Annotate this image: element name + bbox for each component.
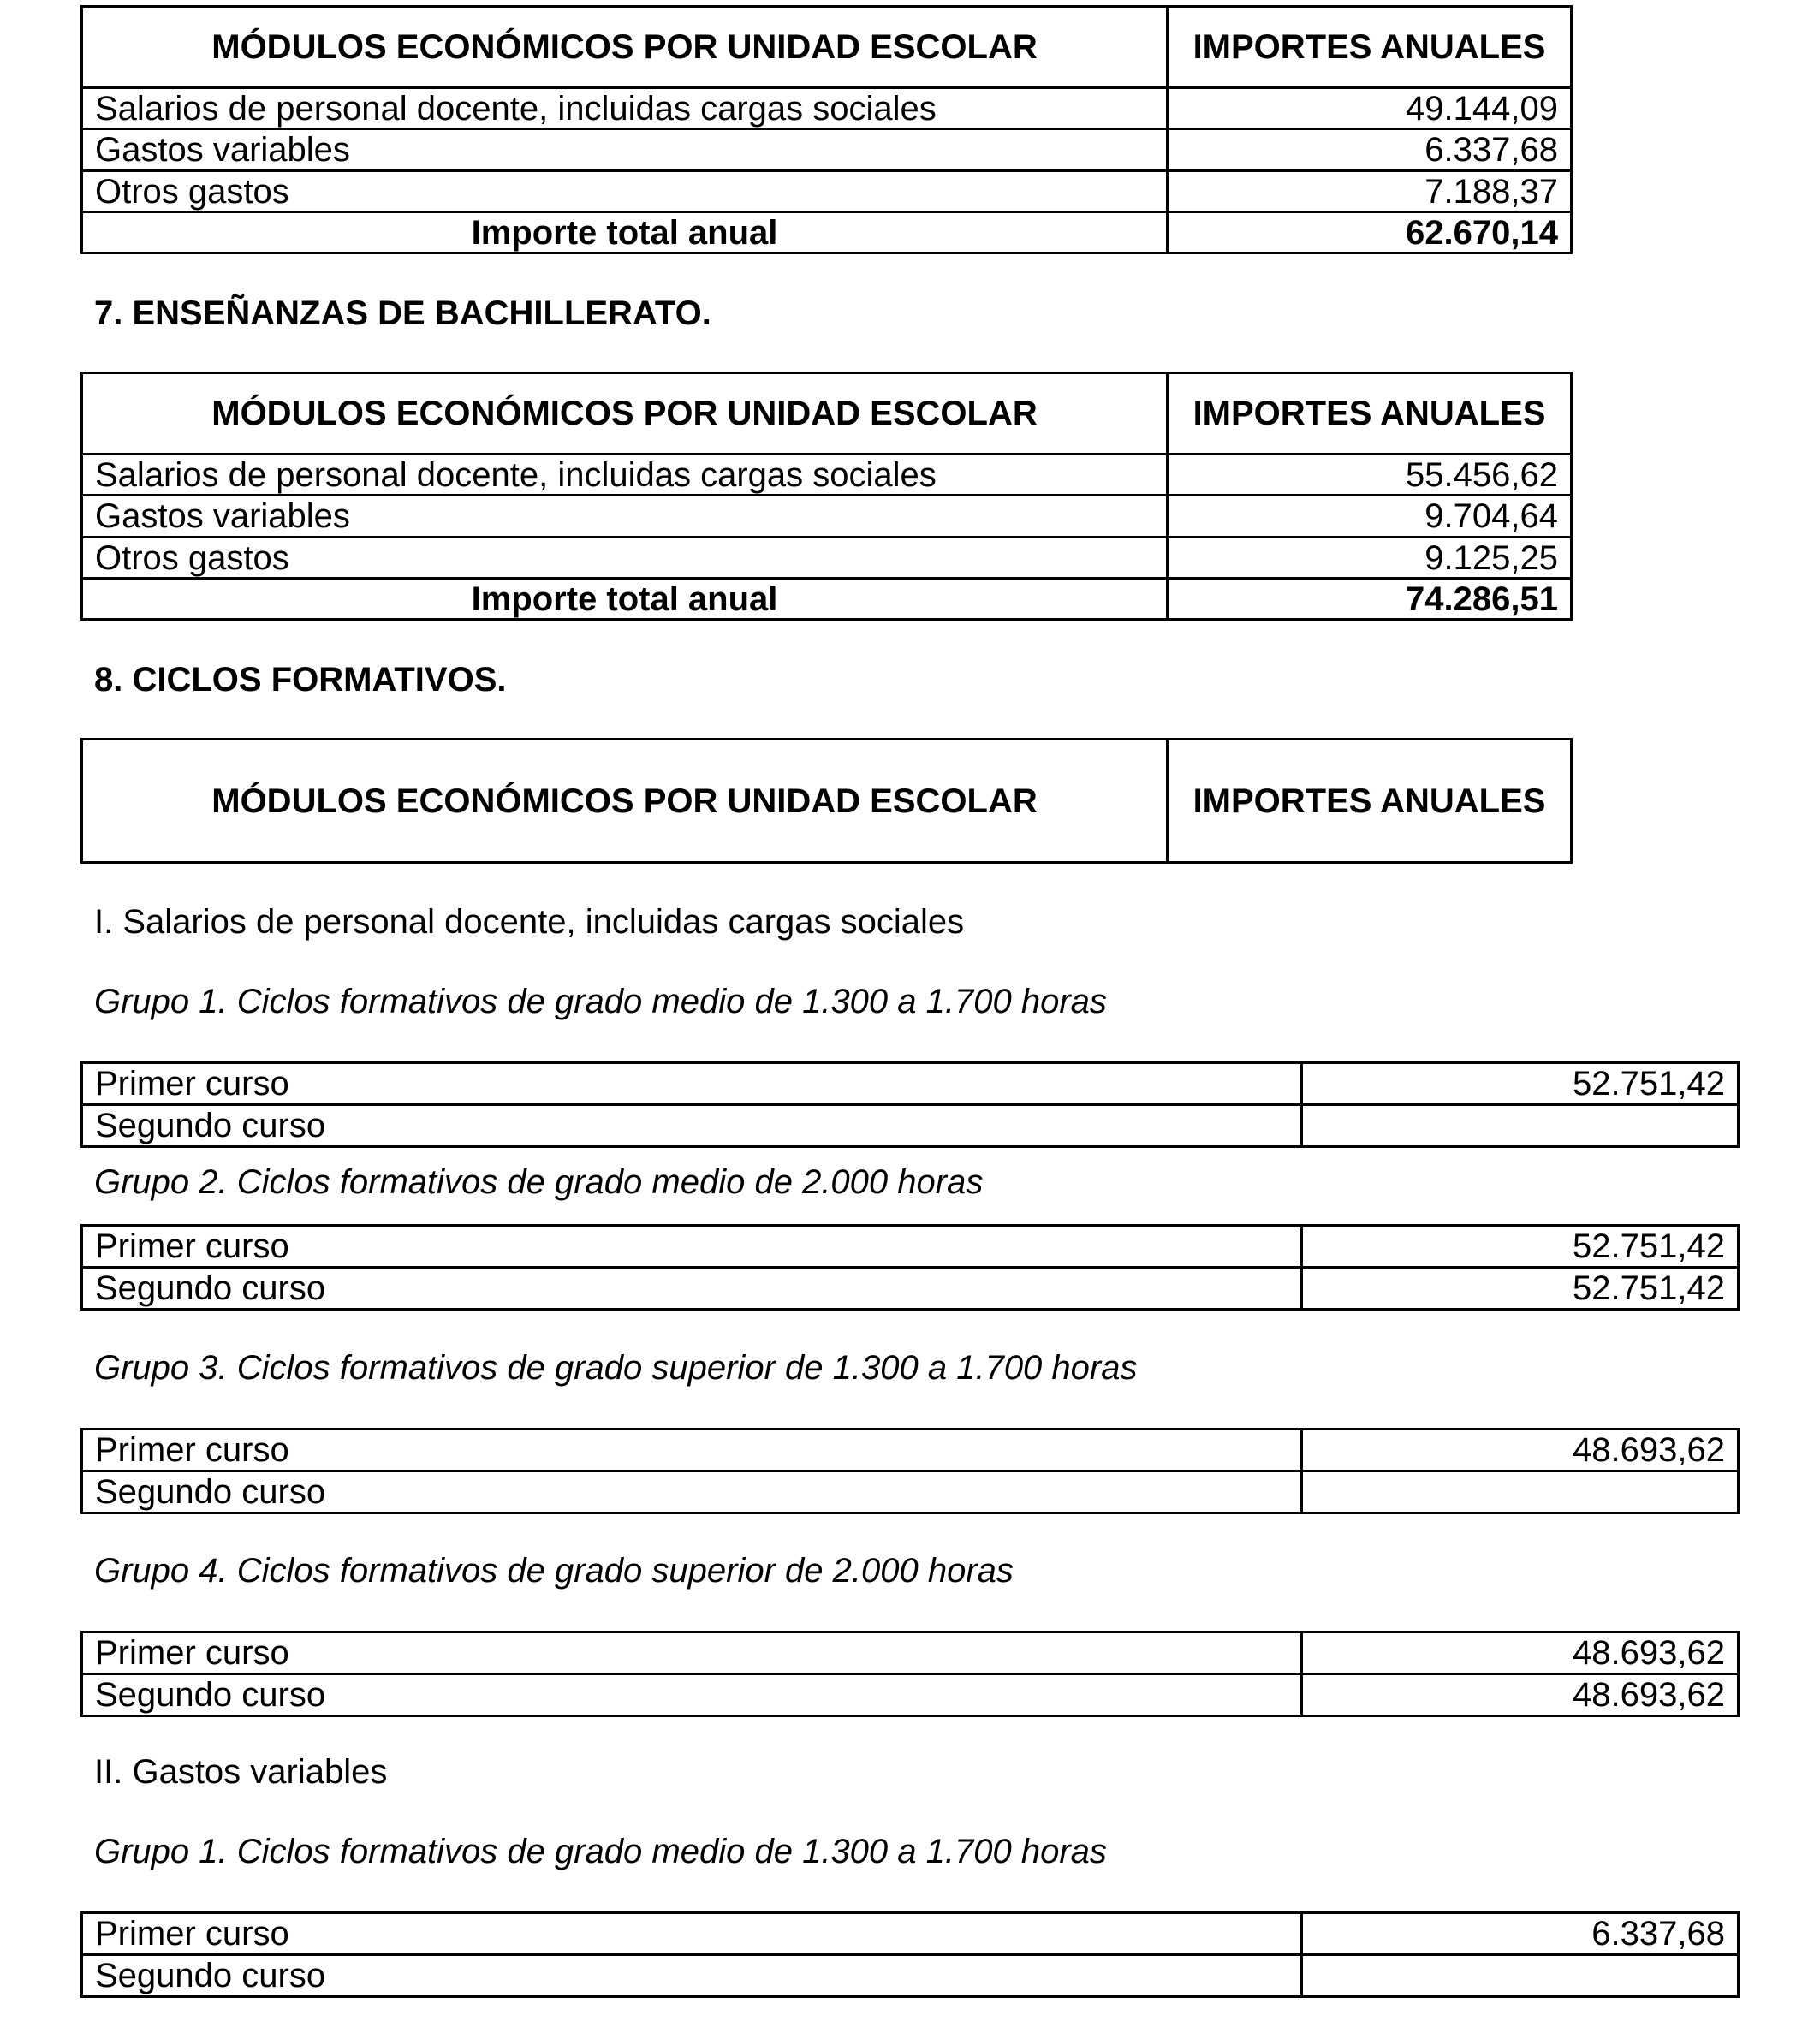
table-row bbox=[82, 129, 1572, 171]
table-header-row bbox=[82, 7, 1572, 88]
total-value: 74.286,51 bbox=[1168, 579, 1572, 620]
table-row bbox=[82, 171, 1572, 212]
modules-table-2 bbox=[80, 372, 1573, 621]
group-table bbox=[80, 1631, 1740, 1717]
row-value bbox=[1302, 1955, 1739, 1997]
modules-table-3 bbox=[80, 738, 1573, 864]
row-value: 55.456,62 bbox=[1168, 455, 1572, 496]
row-value: 6.337,68 bbox=[1302, 1913, 1739, 1955]
row-label: Primer curso bbox=[82, 1913, 1302, 1955]
header-amounts: IMPORTES ANUALES bbox=[1168, 740, 1572, 863]
group-table bbox=[80, 1224, 1740, 1311]
row-value: 9.125,25 bbox=[1168, 538, 1572, 579]
header-amounts: IMPORTES ANUALES bbox=[1168, 373, 1572, 455]
table-row bbox=[82, 1430, 1739, 1471]
row-label: Gastos variables bbox=[82, 129, 1168, 171]
header-amounts: IMPORTES ANUALES bbox=[1168, 7, 1572, 88]
table-row bbox=[82, 1632, 1739, 1674]
table-row bbox=[82, 455, 1572, 496]
row-value: 52.751,42 bbox=[1302, 1063, 1739, 1105]
group-title: Grupo 3. Ciclos formativos de grado superior de 1.300 a 1.700 horas bbox=[94, 1349, 1138, 1387]
table-header-row bbox=[82, 740, 1572, 863]
row-value bbox=[1302, 1471, 1739, 1513]
row-label: Primer curso bbox=[82, 1430, 1302, 1471]
group-title: Grupo 2. Ciclos formativos de grado medio de 2.000 horas bbox=[94, 1163, 984, 1201]
table-row bbox=[82, 496, 1572, 538]
row-value: 7.188,37 bbox=[1168, 171, 1572, 212]
header-modules: MÓDULOS ECONÓMICOS POR UNIDAD ESCOLAR bbox=[82, 7, 1168, 88]
section-8-heading: 8. CICLOS FORMATIVOS. bbox=[94, 661, 507, 698]
total-label: Importe total anual bbox=[82, 212, 1168, 253]
group-table bbox=[80, 1061, 1740, 1148]
group-table bbox=[80, 1428, 1740, 1514]
row-value bbox=[1302, 1105, 1739, 1147]
row-value: 48.693,62 bbox=[1302, 1430, 1739, 1471]
row-label: Segundo curso bbox=[82, 1955, 1302, 1997]
table-row bbox=[82, 1063, 1739, 1105]
row-label: Primer curso bbox=[82, 1063, 1302, 1105]
row-label: Salarios de personal docente, incluidas cargas sociales bbox=[82, 88, 1168, 129]
table-row bbox=[82, 538, 1572, 579]
row-label: Primer curso bbox=[82, 1632, 1302, 1674]
group-title: Grupo 1. Ciclos formativos de grado medio de 1.300 a 1.700 horas bbox=[94, 1833, 1107, 1870]
row-label: Otros gastos bbox=[82, 171, 1168, 212]
row-label: Segundo curso bbox=[82, 1674, 1302, 1716]
table-header-row bbox=[82, 373, 1572, 455]
table-row bbox=[82, 1913, 1739, 1955]
table-row bbox=[82, 1955, 1739, 1997]
total-value: 62.670,14 bbox=[1168, 212, 1572, 253]
row-value: 48.693,62 bbox=[1302, 1632, 1739, 1674]
row-value: 48.693,62 bbox=[1302, 1674, 1739, 1716]
table-row bbox=[82, 1268, 1739, 1310]
row-value: 52.751,42 bbox=[1302, 1268, 1739, 1310]
total-label: Importe total anual bbox=[82, 579, 1168, 620]
row-value: 52.751,42 bbox=[1302, 1226, 1739, 1268]
header-modules: MÓDULOS ECONÓMICOS POR UNIDAD ESCOLAR bbox=[82, 373, 1168, 455]
row-label: Segundo curso bbox=[82, 1471, 1302, 1513]
group-title: Grupo 4. Ciclos formativos de grado superior de 2.000 horas bbox=[94, 1552, 1014, 1590]
section-7-heading: 7. ENSEÑANZAS DE BACHILLERATO. bbox=[94, 294, 711, 332]
row-label: Segundo curso bbox=[82, 1268, 1302, 1310]
part-2-title: II. Gastos variables bbox=[94, 1753, 388, 1791]
table-row bbox=[82, 1674, 1739, 1716]
row-value: 6.337,68 bbox=[1168, 129, 1572, 171]
row-label: Gastos variables bbox=[82, 496, 1168, 538]
table-row bbox=[82, 88, 1572, 129]
total-row bbox=[82, 579, 1572, 620]
row-label: Primer curso bbox=[82, 1226, 1302, 1268]
total-row bbox=[82, 212, 1572, 253]
header-modules: MÓDULOS ECONÓMICOS POR UNIDAD ESCOLAR bbox=[82, 740, 1168, 863]
group-title: Grupo 1. Ciclos formativos de grado medio de 1.300 a 1.700 horas bbox=[94, 983, 1107, 1020]
row-label: Otros gastos bbox=[82, 538, 1168, 579]
row-value: 49.144,09 bbox=[1168, 88, 1572, 129]
modules-table-1 bbox=[80, 5, 1573, 254]
table-row bbox=[82, 1105, 1739, 1147]
row-label: Segundo curso bbox=[82, 1105, 1302, 1147]
part-1-title: I. Salarios de personal docente, incluidas cargas sociales bbox=[94, 903, 965, 941]
group-table bbox=[80, 1911, 1740, 1998]
row-label: Salarios de personal docente, incluidas cargas sociales bbox=[82, 455, 1168, 496]
table-row bbox=[82, 1471, 1739, 1513]
row-value: 9.704,64 bbox=[1168, 496, 1572, 538]
table-row bbox=[82, 1226, 1739, 1268]
